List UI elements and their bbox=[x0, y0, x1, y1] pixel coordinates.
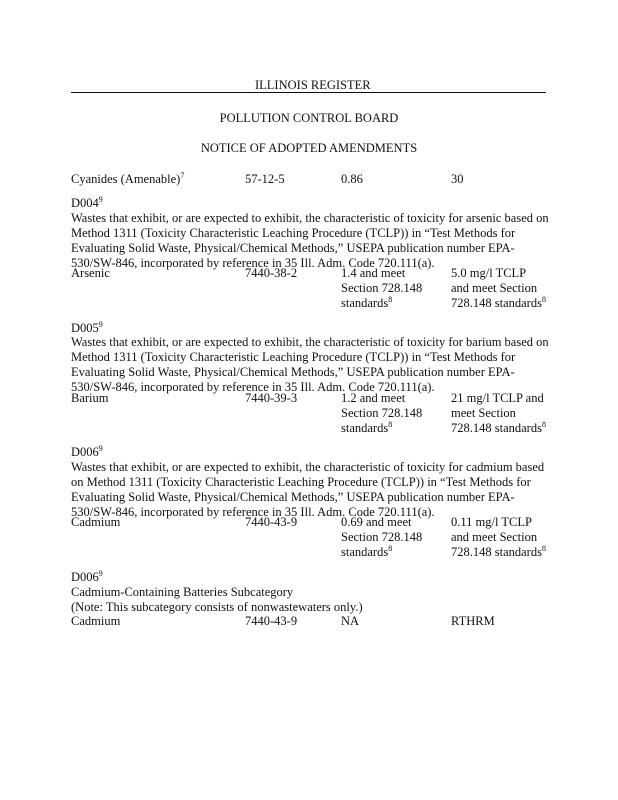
d006-nww-line: 728.148 standards bbox=[451, 545, 542, 559]
d005-nonwastewater bbox=[451, 391, 546, 436]
d006-code-text: D006 bbox=[71, 445, 99, 459]
d004-constituent: Arsenic bbox=[71, 266, 110, 280]
d005-cas: 7440-39-3 bbox=[245, 391, 298, 405]
section-code-d005 bbox=[71, 321, 103, 336]
d004-nonwastewater bbox=[451, 266, 546, 311]
section-code-d006 bbox=[71, 445, 103, 460]
d004-ww-line: 1.4 and meet bbox=[341, 266, 406, 280]
d004-nww-line: and meet Section bbox=[451, 281, 538, 295]
d006-ww-line: Section 728.148 bbox=[341, 530, 423, 544]
d004-footnote: 9 bbox=[98, 195, 103, 204]
d006-ww-line: standards bbox=[341, 545, 389, 559]
d005-desc-line: Wastes that exhibit, or are expected to exhibit, the characteristic of toxicity for barium based on bbox=[71, 335, 549, 349]
d006-ww-footnote: 8 bbox=[388, 544, 393, 553]
board-title: POLLUTION CONTROL BOARD bbox=[219, 111, 399, 125]
d004-desc-line: Evaluating Solid Waste, Physical/Chemical Methods,” USEPA publication number EPA- bbox=[71, 241, 515, 255]
section-code-d006-batteries bbox=[71, 570, 103, 585]
d006-nww-footnote: 8 bbox=[541, 544, 546, 553]
d005-desc-line: Evaluating Solid Waste, Physical/Chemical Methods,” USEPA publication number EPA- bbox=[71, 365, 515, 379]
d006-batteries-code-text: D006 bbox=[71, 570, 99, 584]
d004-cas: 7440-38-2 bbox=[245, 266, 298, 280]
d004-description bbox=[71, 211, 549, 271]
cyanides-footnote: 7 bbox=[180, 171, 185, 180]
register-title: ILLINOIS REGISTER bbox=[255, 78, 371, 92]
cyanides-name bbox=[71, 172, 184, 187]
d006-cas: 7440-43-9 bbox=[245, 515, 298, 529]
d006-batteries-constituent: Cadmium bbox=[71, 614, 121, 628]
d005-nww-footnote: 8 bbox=[541, 420, 546, 429]
d006-ww-line: 0.69 and meet bbox=[341, 515, 412, 529]
d005-ww-line: 1.2 and meet bbox=[341, 391, 406, 405]
d005-nww-line: 21 mg/l TCLP and bbox=[451, 391, 544, 405]
d004-ww-line: standards bbox=[341, 296, 389, 310]
d006-batteries-subcategory: Cadmium-Containing Batteries Subcategory bbox=[71, 585, 294, 599]
d005-ww-footnote: 8 bbox=[388, 420, 393, 429]
d006-desc-line: Wastes that exhibit, or are expected to exhibit, the characteristic of toxicity for cadmium based bbox=[71, 460, 545, 474]
d005-ww-line: Section 728.148 bbox=[341, 406, 423, 420]
notice-title: NOTICE OF ADOPTED AMENDMENTS bbox=[200, 141, 418, 155]
section-code-d004 bbox=[71, 196, 103, 211]
d004-desc-line: Method 1311 (Toxicity Characteristic Leaching Procedure (TCLP)) in “Test Methods for bbox=[71, 226, 516, 240]
d004-wastewater bbox=[341, 266, 422, 311]
cyanides-nonwastewater: 30 bbox=[451, 172, 464, 186]
d006-footnote: 9 bbox=[98, 444, 103, 453]
d006-batteries-note: (Note: This subcategory consists of nonwastewaters only.) bbox=[71, 600, 363, 614]
d006-desc-line: Evaluating Solid Waste, Physical/Chemical Methods,” USEPA publication number EPA- bbox=[71, 490, 515, 504]
d005-wastewater bbox=[341, 391, 422, 436]
d005-code-text: D005 bbox=[71, 321, 99, 335]
d005-nww-line: meet Section bbox=[451, 406, 516, 420]
d004-ww-footnote: 8 bbox=[388, 295, 393, 304]
d004-nww-line: 728.148 standards bbox=[451, 296, 542, 310]
d005-constituent: Barium bbox=[71, 391, 109, 405]
cyanides-name-text: Cyanides (Amenable) bbox=[71, 172, 181, 186]
d005-footnote: 9 bbox=[98, 320, 103, 329]
d006-batteries-wastewater: NA bbox=[341, 614, 360, 628]
d004-nww-line: 5.0 mg/l TCLP bbox=[451, 266, 527, 280]
d005-ww-line: standards bbox=[341, 421, 389, 435]
d005-description bbox=[71, 335, 549, 395]
cyanides-wastewater: 0.86 bbox=[341, 172, 363, 186]
d006-desc-line: on Method 1311 (Toxicity Characteristic Leaching Procedure (TCLP)) in “Test Methods for bbox=[71, 475, 531, 489]
d004-nww-footnote: 8 bbox=[541, 295, 546, 304]
d006-constituent: Cadmium bbox=[71, 515, 121, 529]
d005-desc-line: Method 1311 (Toxicity Characteristic Leaching Procedure (TCLP)) in “Test Methods for bbox=[71, 350, 516, 364]
d006-description bbox=[71, 460, 544, 520]
d006-nww-line: 0.11 mg/l TCLP bbox=[451, 515, 532, 529]
d004-ww-line: Section 728.148 bbox=[341, 281, 423, 295]
d006-desc-line: 530/SW-846, incorporated by reference in 35 Ill. Adm. Code 720.111(a). bbox=[71, 505, 435, 519]
d006-batteries-cas: 7440-43-9 bbox=[245, 614, 298, 628]
d005-nww-line: 728.148 standards bbox=[451, 421, 542, 435]
d004-desc-line: Wastes that exhibit, or are expected to exhibit, the characteristic of toxicity for arsenic based on bbox=[71, 211, 549, 225]
d006-nonwastewater bbox=[451, 515, 546, 560]
d006-nww-line: and meet Section bbox=[451, 530, 538, 544]
d004-code-text: D004 bbox=[71, 196, 99, 210]
d004-desc-line: 530/SW-846, incorporated by reference in 35 Ill. Adm. Code 720.111(a). bbox=[71, 256, 435, 270]
d005-desc-line: 530/SW-846, incorporated by reference in 35 Ill. Adm. Code 720.111(a). bbox=[71, 380, 435, 394]
d006-wastewater bbox=[341, 515, 422, 560]
d006-batteries-nonwastewater: RTHRM bbox=[451, 614, 495, 628]
cyanides-cas: 57-12-5 bbox=[245, 172, 285, 186]
d006-batteries-footnote: 9 bbox=[98, 569, 103, 578]
